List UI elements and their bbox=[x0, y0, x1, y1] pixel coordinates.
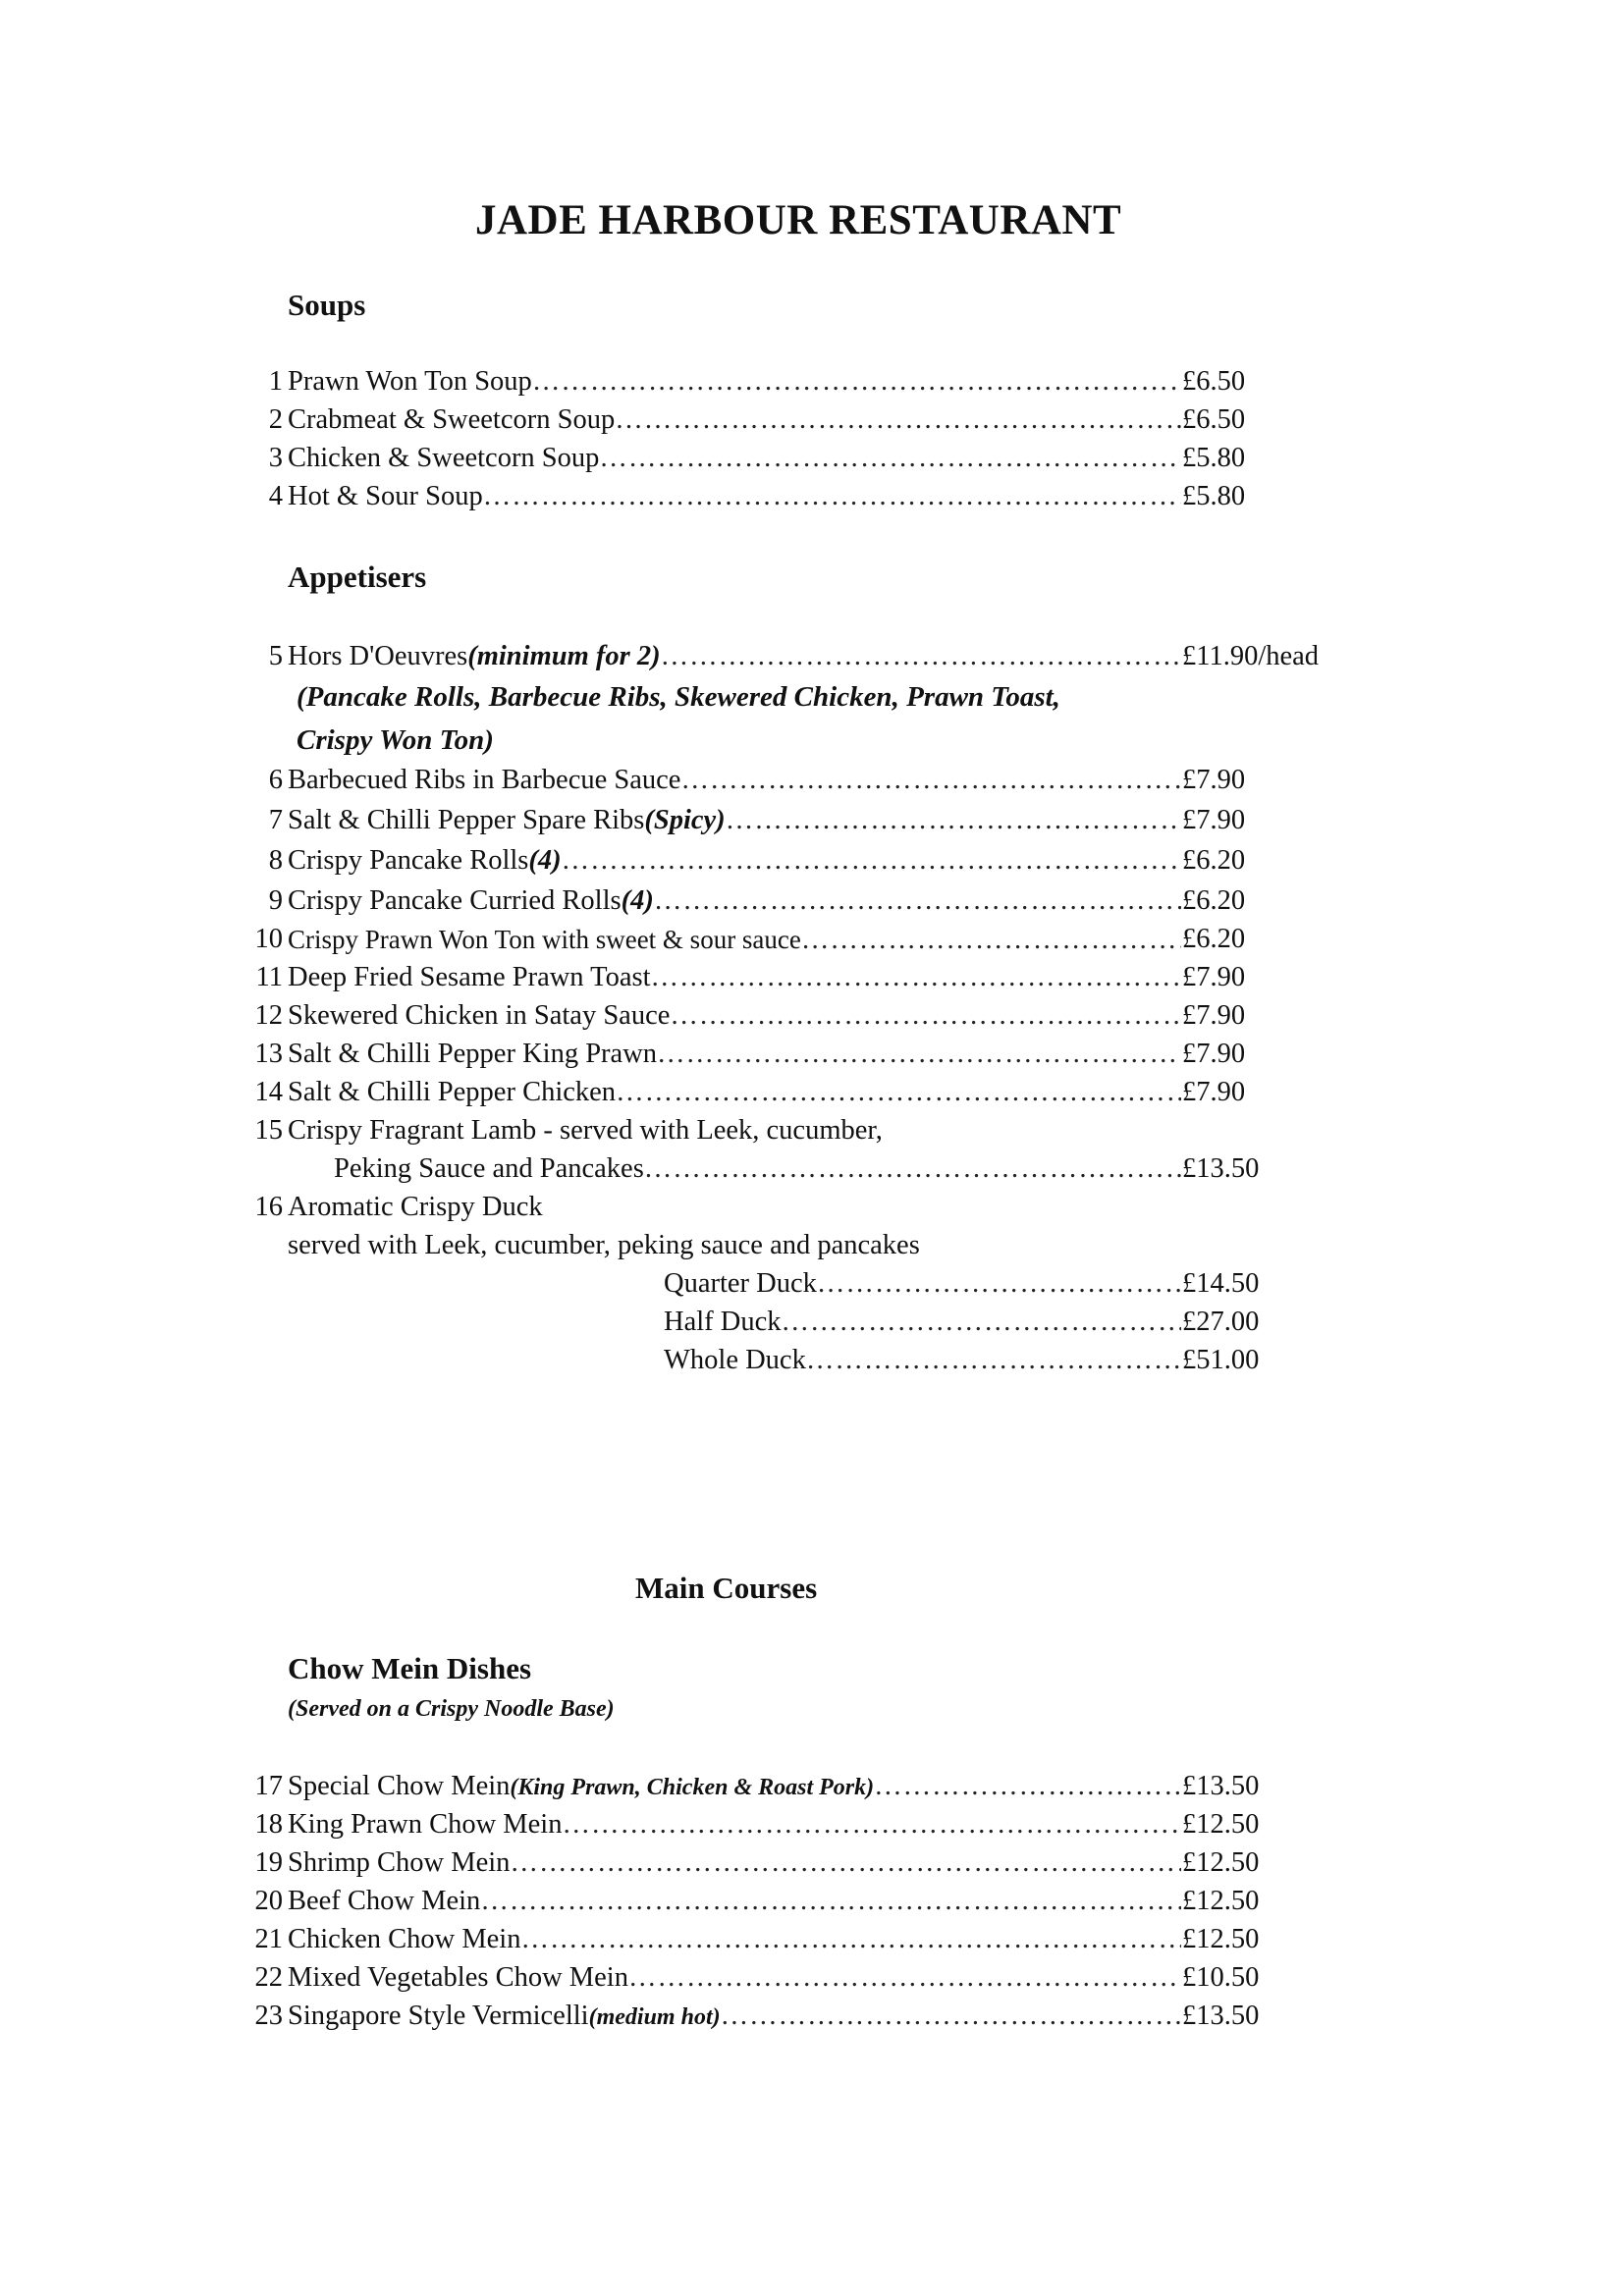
menu-item bbox=[0, 1075, 1375, 1110]
item-name: Salt & Chilli Pepper Chicken bbox=[288, 1077, 617, 1107]
item-price: £6.50 bbox=[1182, 404, 1246, 435]
item-number: 9 bbox=[268, 885, 283, 916]
item-description: served with Leek, cucumber, peking sauce and pancakes bbox=[288, 1230, 920, 1260]
item-price: £6.50 bbox=[1182, 366, 1246, 397]
item-name: Chicken Chow Mein bbox=[288, 1924, 521, 1954]
section-subnote: (Served on a Crispy Noodle Base) bbox=[288, 1696, 615, 1722]
dot-leader bbox=[817, 1266, 1181, 1302]
menu-item bbox=[0, 1884, 1375, 1919]
dot-leader bbox=[616, 1075, 1181, 1110]
menu-item bbox=[0, 1037, 1375, 1072]
dot-leader bbox=[615, 402, 1181, 438]
section-heading-chow-mein: Chow Mein Dishes bbox=[288, 1651, 532, 1685]
menu-item bbox=[0, 364, 1375, 400]
item-number: 11 bbox=[255, 962, 283, 992]
item-name: Hors D'Oeuvres bbox=[288, 641, 468, 671]
menu-item bbox=[0, 998, 1375, 1034]
dot-leader bbox=[520, 1922, 1181, 1957]
section-heading-soups: Soups bbox=[288, 288, 366, 322]
item-name: Chicken & Sweetcorn Soup bbox=[288, 443, 600, 473]
item-number: 10 bbox=[254, 924, 283, 954]
item-number: 19 bbox=[254, 1847, 283, 1878]
item-note: (minimum for 2) bbox=[467, 641, 661, 671]
item-number: 4 bbox=[268, 481, 283, 511]
item-number: 8 bbox=[268, 845, 283, 876]
menu-item bbox=[0, 922, 1375, 957]
dot-leader bbox=[480, 1884, 1181, 1919]
item-name: Crispy Prawn Won Ton with sweet & sour sauce bbox=[288, 925, 801, 954]
menu-item bbox=[0, 639, 1473, 674]
item-price: £11.90/head bbox=[1182, 641, 1320, 671]
section-heading-main-courses: Main Courses bbox=[635, 1571, 818, 1605]
dot-leader bbox=[657, 1037, 1181, 1072]
menu-item bbox=[0, 1113, 1375, 1148]
item-number: 14 bbox=[254, 1077, 283, 1107]
item-number: 15 bbox=[254, 1115, 283, 1146]
item-price: £7.90 bbox=[1182, 1077, 1246, 1107]
dot-leader bbox=[650, 960, 1181, 995]
item-number: 16 bbox=[254, 1192, 283, 1222]
menu-item bbox=[0, 1960, 1375, 1996]
item-number: 3 bbox=[268, 443, 283, 473]
menu-item bbox=[0, 803, 1375, 838]
item-name: Beef Chow Mein bbox=[288, 1886, 481, 1916]
menu-item bbox=[0, 1769, 1375, 1804]
menu-item bbox=[0, 960, 1375, 995]
menu-item bbox=[0, 1922, 1375, 1957]
dot-leader bbox=[806, 1343, 1181, 1378]
item-note: (Spicy) bbox=[644, 805, 726, 835]
duck-option bbox=[0, 1266, 1375, 1302]
item-name: Hot & Sour Soup bbox=[288, 481, 483, 511]
page-title: JADE HARBOUR RESTAURANT bbox=[475, 197, 1122, 243]
item-price: £7.90 bbox=[1182, 962, 1246, 992]
item-number: 1 bbox=[268, 366, 283, 397]
item-number: 21 bbox=[254, 1924, 283, 1954]
dot-leader bbox=[782, 1305, 1182, 1340]
menu-item bbox=[0, 1845, 1375, 1881]
dot-leader bbox=[801, 923, 1181, 958]
item-price: £7.90 bbox=[1182, 1039, 1246, 1069]
section-heading-appetisers: Appetisers bbox=[288, 560, 427, 594]
dot-leader bbox=[628, 1960, 1181, 1996]
item-number: 6 bbox=[268, 765, 283, 795]
item-price: £13.50 bbox=[1182, 1153, 1260, 1184]
item-note: (King Prawn, Chicken & Roast Pork) bbox=[510, 1775, 875, 1800]
item-name: Aromatic Crispy Duck bbox=[288, 1192, 543, 1222]
item-name: Salt & Chilli Pepper Spare Ribs bbox=[288, 805, 645, 835]
item-number: 13 bbox=[254, 1039, 283, 1069]
dot-leader bbox=[874, 1769, 1181, 1804]
item-name: Prawn Won Ton Soup bbox=[288, 366, 532, 397]
item-price: £12.50 bbox=[1182, 1886, 1260, 1916]
dot-leader bbox=[670, 998, 1181, 1034]
dot-leader bbox=[726, 803, 1181, 838]
item-number: 23 bbox=[254, 2001, 283, 2031]
item-price: £12.50 bbox=[1182, 1809, 1260, 1840]
duck-option bbox=[0, 1305, 1375, 1340]
item-name: Special Chow Mein bbox=[288, 1771, 511, 1801]
item-name: Crispy Pancake Rolls bbox=[288, 845, 529, 876]
item-description: Crispy Won Ton) bbox=[297, 724, 494, 756]
option-name: Whole Duck bbox=[664, 1345, 806, 1375]
item-note: (medium hot) bbox=[588, 2004, 721, 2030]
item-description: (Pancake Rolls, Barbecue Ribs, Skewered Chicken, Prawn Toast, bbox=[297, 681, 1060, 713]
dot-leader bbox=[510, 1845, 1181, 1881]
item-name: Shrimp Chow Mein bbox=[288, 1847, 511, 1878]
item-number: 7 bbox=[268, 805, 283, 835]
option-name: Half Duck bbox=[664, 1307, 782, 1337]
dot-leader bbox=[532, 364, 1181, 400]
item-note: (4) bbox=[528, 845, 562, 876]
dot-leader bbox=[654, 883, 1181, 919]
menu-item bbox=[0, 763, 1375, 798]
item-name: Crispy Pancake Curried Rolls bbox=[288, 885, 622, 916]
item-price: £12.50 bbox=[1182, 1924, 1260, 1954]
item-name: Mixed Vegetables Chow Mein bbox=[288, 1962, 628, 1993]
item-price: £27.00 bbox=[1182, 1307, 1260, 1337]
item-number: 2 bbox=[268, 404, 283, 435]
item-name: Crispy Fragrant Lamb - served with Leek, cucumber, bbox=[288, 1115, 883, 1146]
dot-leader bbox=[721, 1999, 1181, 2034]
dot-leader bbox=[483, 479, 1181, 514]
item-price: £5.80 bbox=[1182, 443, 1246, 473]
item-price: £6.20 bbox=[1182, 885, 1246, 916]
item-name: Singapore Style Vermicelli bbox=[288, 2001, 589, 2031]
menu-item bbox=[0, 883, 1375, 919]
item-name: Deep Fried Sesame Prawn Toast bbox=[288, 962, 651, 992]
item-name-line2: Peking Sauce and Pancakes bbox=[334, 1153, 644, 1184]
menu-item bbox=[0, 1190, 1375, 1225]
dot-leader bbox=[644, 1151, 1181, 1187]
menu-item bbox=[0, 1807, 1375, 1842]
item-price: £7.90 bbox=[1182, 765, 1246, 795]
menu-item bbox=[0, 1999, 1375, 2034]
option-name: Quarter Duck bbox=[664, 1268, 817, 1299]
item-number: 18 bbox=[254, 1809, 283, 1840]
item-number: 22 bbox=[254, 1962, 283, 1993]
item-name: Barbecued Ribs in Barbecue Sauce bbox=[288, 765, 681, 795]
dot-leader bbox=[661, 639, 1181, 674]
item-price: £10.50 bbox=[1182, 1962, 1260, 1993]
dot-leader bbox=[562, 843, 1181, 879]
item-number: 5 bbox=[268, 641, 283, 671]
item-name: Crabmeat & Sweetcorn Soup bbox=[288, 404, 616, 435]
menu-item bbox=[0, 402, 1375, 438]
item-name: King Prawn Chow Mein bbox=[288, 1809, 563, 1840]
menu-item-continuation bbox=[0, 1228, 1375, 1263]
item-note: (4) bbox=[621, 885, 654, 916]
dot-leader bbox=[599, 441, 1181, 476]
menu-item bbox=[0, 441, 1375, 476]
item-price: £7.90 bbox=[1182, 1000, 1246, 1031]
item-price: £51.00 bbox=[1182, 1345, 1260, 1375]
item-price: £13.50 bbox=[1182, 1771, 1260, 1801]
item-name: Salt & Chilli Pepper King Prawn bbox=[288, 1039, 658, 1069]
item-price: £6.20 bbox=[1182, 845, 1246, 876]
menu-item bbox=[0, 843, 1375, 879]
item-price: £12.50 bbox=[1182, 1847, 1260, 1878]
item-price: £6.20 bbox=[1182, 924, 1246, 954]
dot-leader bbox=[562, 1807, 1181, 1842]
menu-item bbox=[0, 479, 1375, 514]
item-name: Skewered Chicken in Satay Sauce bbox=[288, 1000, 671, 1031]
duck-option bbox=[0, 1343, 1375, 1378]
item-number: 17 bbox=[254, 1771, 283, 1801]
item-price: £14.50 bbox=[1182, 1268, 1260, 1299]
item-number: 20 bbox=[254, 1886, 283, 1916]
item-number: 12 bbox=[254, 1000, 283, 1031]
item-price: £5.80 bbox=[1182, 481, 1246, 511]
item-price: £13.50 bbox=[1182, 2001, 1260, 2031]
item-price: £7.90 bbox=[1182, 805, 1246, 835]
menu-item-continuation bbox=[0, 1151, 1375, 1187]
dot-leader bbox=[680, 763, 1181, 798]
